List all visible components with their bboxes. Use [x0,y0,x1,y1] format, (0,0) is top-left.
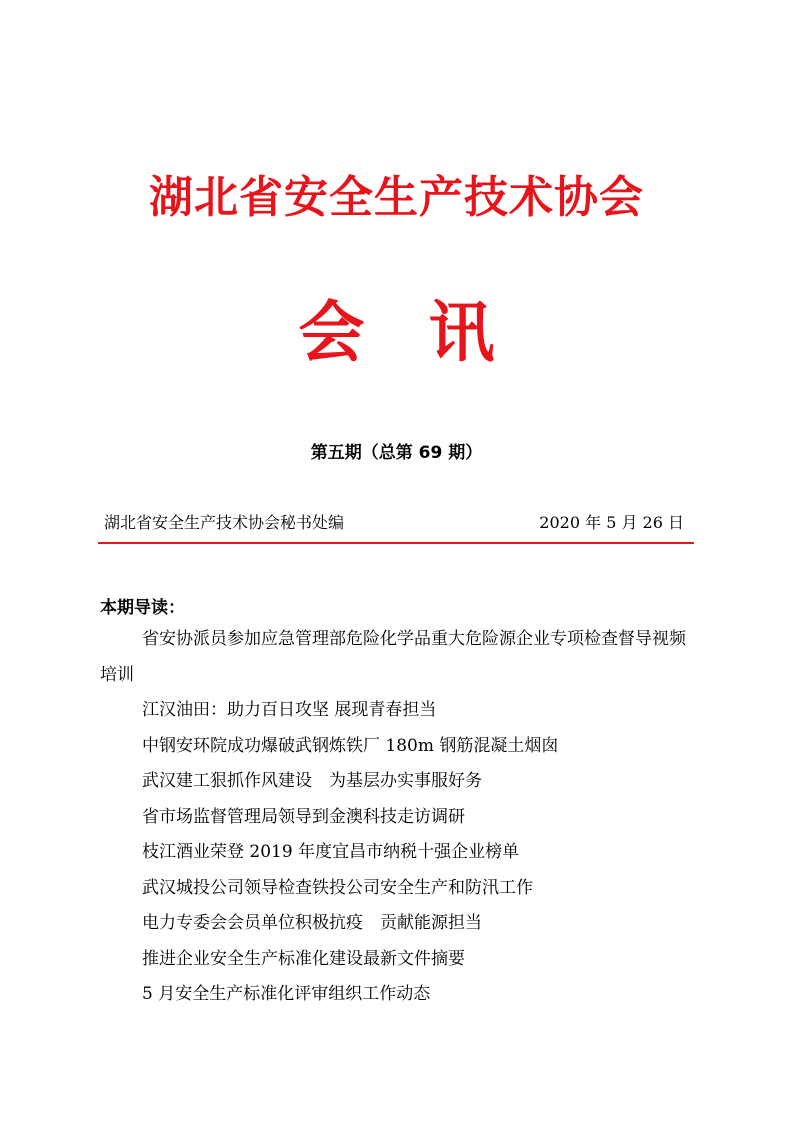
organization-title: 湖北省安全生产技术协会 [149,172,644,223]
red-divider [98,542,694,544]
toc-item: 江汉油田：助力百日攻坚 展现青春担当 [142,700,437,720]
publication-date: 2020 年 5 月 26 日 [539,513,684,532]
toc-item: 中钢安环院成功爆破武钢炼铁厂 180m 钢筋混凝土烟囱 [142,735,559,756]
toc-list [100,622,700,1013]
editor-line: 湖北省安全生产技术协会秘书处编 [104,513,345,532]
bulletin-char-1: 会 [298,294,365,371]
toc-item: 武汉城投公司领导检查铁投公司安全生产和防汛工作 [142,877,533,898]
toc-item: 5 月安全生产标准化评审组织工作动态 [142,984,431,1004]
toc-item: 省市场监督管理局领导到金澳科技走访调研 [142,806,465,827]
toc-item: 枝江酒业荣登 2019 年度宜昌市纳税十强企业榜单 [142,842,520,862]
toc-item: 省安协派员参加应急管理部危险化学品重大危险源企业专项检查督导视频培训 [100,629,686,685]
issue-number: 第五期（总第 69 期） [310,443,483,463]
toc-item: 电力专委会会员单位积极抗疫 贡献能源担当 [142,913,482,933]
toc-item: 武汉建工狠抓作风建设 为基层办实事服好务 [142,771,482,791]
toc-item: 推进企业安全生产标准化建设最新文件摘要 [142,948,465,969]
bulletin-char-2: 讯 [428,294,495,371]
bulletin-title [0,288,793,378]
toc-heading: 本期导读： [100,598,185,618]
editor-row [100,510,692,536]
